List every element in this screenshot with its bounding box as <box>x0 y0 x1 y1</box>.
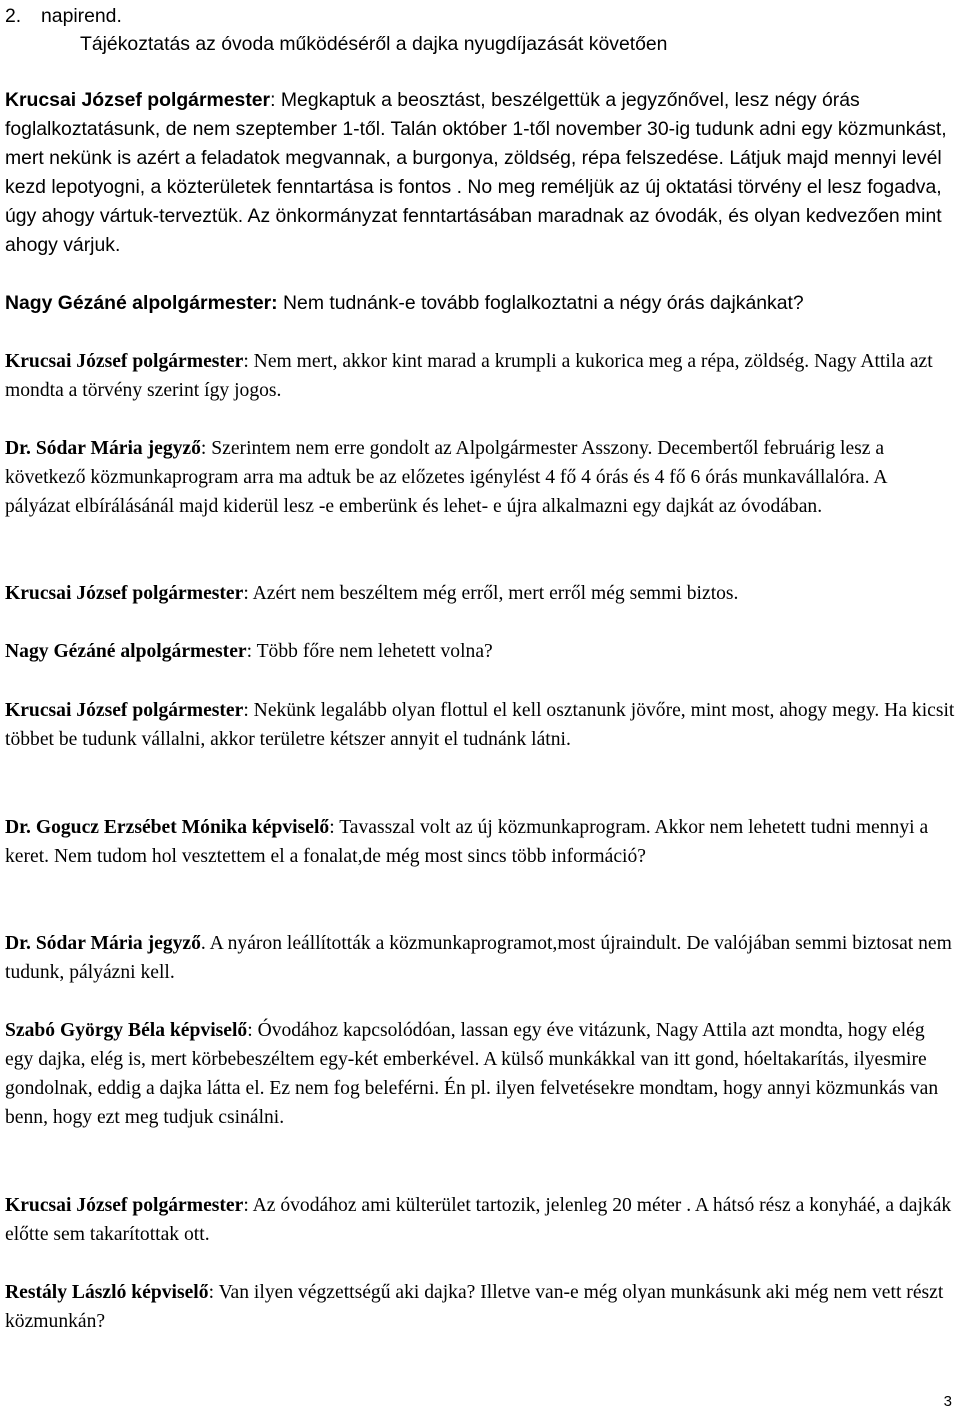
page-number: 3 <box>943 1393 952 1410</box>
paragraph-8 <box>5 813 955 871</box>
paragraph-text: Óvodához kapcsolódóan, lassan egy éve vitázunk, Nagy Attila azt mondta, hogy elég egy dajka, elég is, mert körbebeszéltem egy-két emberkével. A külső munkákkal van itt gond, hóeltakarítás, ilyesmire gondolnak, eddig a dajka látta el. Ez nem fog beleférni. Én pl. ilyen felvetésekre mondtam, hogy annyi közmunkás van benn, hogy ezt meg tudjuk csinálni. <box>5 1020 939 1128</box>
paragraph-9 <box>5 929 955 987</box>
paragraph-text: Megkaptuk a beosztást, beszélgettük a jegyzőnővel, lesz négy órás foglalkoztatásunk, de nem szeptember 1-től. Talán október 1-től november 30-ig tudunk adni egy közmunkást, mert nekünk is azért a feladatok megvannak, a burgonya, zöldség, répa felszedése. Látjuk majd mennyi levél kezd lepotyogni, a közterületek fenntartása is fontos . No meg reméljük az új oktatási törvény el lesz fogadva, úgy ahogy vártuk-terveztük. Az önkormányzat fenntartásában maradnak az óvodák, és olyan kedvezően mint ahogy várjuk. <box>5 89 947 256</box>
speaker-name: Szabó György Béla képviselő <box>5 1020 248 1041</box>
speaker-separator: . <box>200 933 210 954</box>
speaker-separator: : <box>243 700 254 721</box>
speaker-name: Krucsai József polgármester <box>5 1195 244 1216</box>
speaker-name: Nagy Gézáné alpolgármester <box>5 641 247 662</box>
speaker-name: Dr. Sódar Mária jegyző <box>5 438 201 459</box>
speaker-separator: : <box>208 1282 219 1303</box>
paragraph-3 <box>5 347 955 405</box>
paragraph-2 <box>5 289 955 318</box>
agenda-number: 2. <box>5 5 22 27</box>
paragraph-text: Nem tudnánk-e tovább foglalkoztatni a négy órás dajkánkat? <box>283 292 804 314</box>
speaker-separator: : <box>243 583 253 604</box>
speaker-name: Dr. Sódar Mária jegyző <box>5 933 201 954</box>
speaker-separator: : <box>329 817 340 838</box>
paragraph-4 <box>5 434 955 521</box>
paragraph-text: Nem mert, akkor kint marad a krumpli a kukorica meg a répa, zöldség. Nagy Attila azt mondta a törvény szerint így jogos. <box>5 351 933 401</box>
paragraph-1 <box>5 86 955 260</box>
paragraph-text: Van ilyen végzettségű aki dajka? Illetve van-e még olyan munkásunk aki még nem vett részt közmunkán? <box>5 1282 944 1332</box>
paragraph-6 <box>5 637 955 666</box>
speaker-separator: : <box>200 438 212 459</box>
paragraph-5 <box>5 579 955 608</box>
agenda-title: Tájékoztatás az óvoda működéséről a dajka nyugdíjazását követően <box>80 33 668 55</box>
paragraph-text: Szerintem nem erre gondolt az Alpolgármester Asszony. Decembertől februárig lesz a következő közmunkaprogram arra ma adtuk be az előzetes igénylést 4 fő 4 órás és 4 fő 6 órás munkavállalóra. A pályázat elbírálásánál majd kiderül lesz -e emberünk és lehet- e újra alkalmazni egy dajkát az óvodában. <box>5 438 887 517</box>
paragraph-10 <box>5 1016 955 1132</box>
speaker-name: Nagy Gézáné alpolgármester: <box>5 292 278 314</box>
agenda-label: napirend. <box>41 5 122 27</box>
paragraph-text: Azért nem beszéltem még erről, mert erről még semmi biztos. <box>252 583 739 604</box>
speaker-name: Krucsai József polgármester <box>5 583 244 604</box>
speaker-separator: : <box>243 1195 253 1216</box>
paragraph-text: A nyáron leállították a közmunkaprogramot,most újraindult. De valójában semmi biztosat nem tudunk, pályázni kell. <box>5 933 952 983</box>
paragraph-7 <box>5 696 955 754</box>
speaker-name: Krucsai József polgármester <box>5 351 244 372</box>
speaker-separator: : <box>270 89 281 111</box>
speaker-separator: : <box>247 1020 258 1041</box>
paragraph-text: Nekünk legalább olyan flottul el kell osztanunk jövőre, mint most, ahogy megy. Ha kicsit többet be tudunk vállalni, akkor területre kétszer annyit el tudnánk látni. <box>5 700 955 750</box>
agenda-item-heading <box>5 2 122 31</box>
paragraph-11 <box>5 1191 955 1249</box>
speaker-name: Restály László képviselő <box>5 1282 209 1303</box>
speaker-name: Krucsai József polgármester <box>5 89 271 111</box>
speaker-separator: : <box>246 641 257 662</box>
paragraph-text: Tavasszal volt az új közmunkaprogram. Akkor nem lehetett tudni mennyi a keret. Nem tudom hol vesztettem el a fonalat,de még most sincs több információ? <box>5 817 929 867</box>
paragraph-12 <box>5 1278 955 1336</box>
speaker-name: Dr. Gogucz Erzsébet Mónika képviselő <box>5 817 330 838</box>
speaker-name: Krucsai József polgármester <box>5 700 244 721</box>
paragraph-text: Több főre nem lehetett volna? <box>256 641 493 662</box>
speaker-separator: : <box>243 351 254 372</box>
paragraph-text: Az óvodához ami külterület tartozik, jelenleg 20 méter . A hátsó rész a konyháé, a dajkák előtte sem takarítottak ott. <box>5 1195 952 1245</box>
